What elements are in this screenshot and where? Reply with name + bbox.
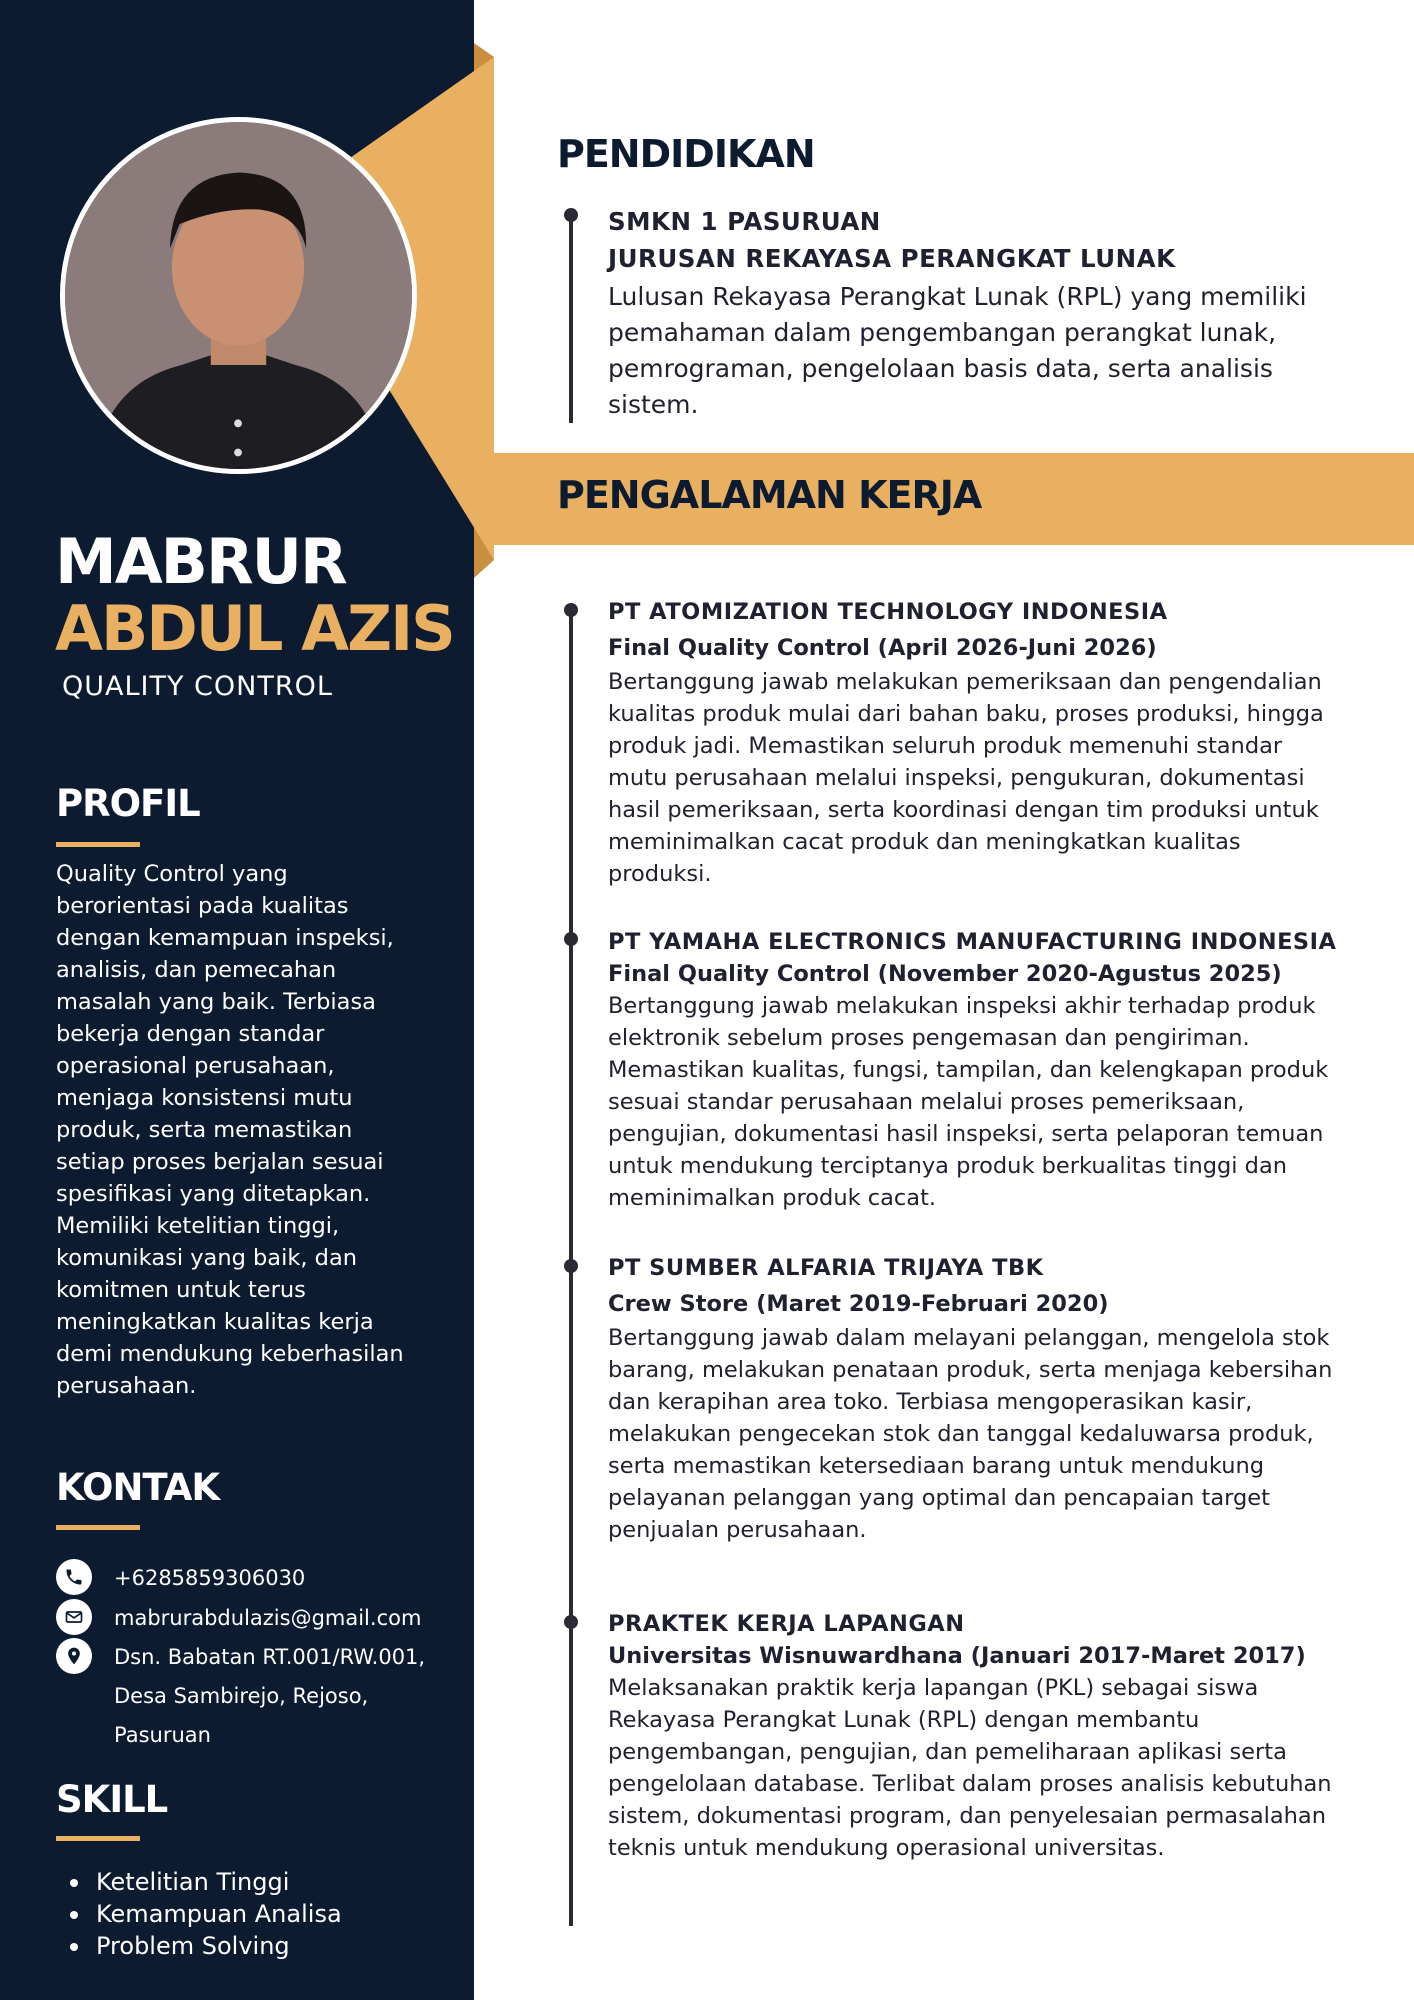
skill-list <box>56 1866 342 1962</box>
skill-item: Ketelitian Tinggi <box>56 1866 342 1898</box>
job-role: QUALITY CONTROL <box>62 671 333 702</box>
contact-phone-row <box>56 1559 444 1598</box>
experience-org: PRAKTEK KERJA LAPANGAN <box>608 1611 965 1637</box>
skill-item: Kemampuan Analisa <box>56 1898 342 1930</box>
contact-address: Dsn. Babatan RT.001/RW.001, Desa Sambirejo, Rejoso, Pasuruan <box>114 1645 426 1747</box>
experience-org: PT SUMBER ALFARIA TRIJAYA TBK <box>608 1255 1044 1281</box>
education-entry <box>608 203 1348 423</box>
contact-phone[interactable]: +6285859306030 <box>114 1566 306 1590</box>
phone-icon <box>56 1559 92 1595</box>
mail-icon <box>56 1599 92 1635</box>
experience-timeline-dot <box>564 932 578 946</box>
profile-heading: PROFIL <box>56 782 200 825</box>
experience-timeline-dot <box>564 603 578 617</box>
experience-position: Final Quality Control (November 2020-Agustus 2025) <box>608 961 1282 987</box>
education-timeline-line <box>569 215 573 423</box>
education-desc: Lulusan Rekayasa Perangkat Lunak (RPL) yang memiliki pemahaman dalam pengembangan perangkat lunak, pemrograman, pengelolaan basis data, serta analisis sistem. <box>608 282 1307 419</box>
experience-heading: PENGALAMAN KERJA <box>557 473 982 517</box>
experience-desc: Melaksanakan praktik kerja lapangan (PKL) sebagai siswa Rekayasa Perangkat Lunak (RPL) dengan membantu pengembangan, pengujian, dan pemeliharaan aplikasi serta pengelolaan database. Terlibat dalam proses analisis kebutuhan sistem, dokumentasi program, dan penyelesaian permasalahan teknis untuk mendukung operasional universitas. <box>608 1675 1332 1861</box>
location-icon <box>56 1638 92 1674</box>
profile-underline <box>56 842 140 847</box>
experience-position: Universitas Wisnuwardhana (Januari 2017-Maret 2017) <box>608 1643 1306 1669</box>
last-name: ABDUL AZIS <box>55 592 454 665</box>
experience-entry <box>608 926 1348 1214</box>
experience-timeline-dot <box>564 1615 578 1629</box>
education-major: JURUSAN REKAYASA PERANGKAT LUNAK <box>608 244 1176 273</box>
skill-heading: SKILL <box>56 1778 168 1821</box>
education-school: SMKN 1 PASURUAN <box>608 207 881 236</box>
skill-underline <box>56 1836 140 1841</box>
experience-desc: Bertanggung jawab dalam melayani pelanggan, mengelola stok barang, melakukan penataan produk, serta menjaga kebersihan dan kerapihan area toko. Terbiasa mengoperasikan kasir, melakukan pengecekan stok dan tanggal kedaluwarsa produk, serta memastikan ketersediaan barang untuk mendukung pelayanan pelanggan yang optimal dan pencapaian target penjualan perusahaan. <box>608 1325 1333 1543</box>
experience-entry <box>608 1252 1348 1546</box>
experience-org: PT ATOMIZATION TECHNOLOGY INDONESIA <box>608 599 1168 625</box>
skill-item: Problem Solving <box>56 1930 342 1962</box>
experience-position: Crew Store (Maret 2019-Februari 2020) <box>608 1291 1109 1317</box>
education-heading: PENDIDIKAN <box>557 132 815 176</box>
contact-underline <box>56 1525 140 1530</box>
contact-address-row <box>56 1638 454 1755</box>
experience-position: Final Quality Control (April 2026-Juni 2026) <box>608 635 1157 661</box>
experience-desc: Bertanggung jawab melakukan pemeriksaan dan pengendalian kualitas produk mulai dari bahan baku, proses produksi, hingga produk jadi. Memastikan seluruh produk memenuhi standar mutu perusahaan melalui inspeksi, pengukuran, dokumentasi hasil pemeriksaan, serta koordinasi dengan tim produksi untuk meminimalkan cacat produk dan meningkatkan kualitas produksi. <box>608 669 1324 887</box>
contact-email-row <box>56 1599 444 1638</box>
experience-entry <box>608 1608 1348 1864</box>
profile-text: Quality Control yang berorientasi pada kualitas dengan kemampuan inspeksi, analisis, dan pemecahan masalah yang baik. Terbiasa bekerja dengan standar operasional perusahaan, menjaga konsistensi mutu produk, serta memastikan setiap proses berjalan sesuai spesifikasi yang ditetapkan. Memiliki ketelitian tinggi, komunikasi yang baik, dan komitmen untuk terus meningkatkan kualitas kerja demi mendukung keberhasilan perusahaan. <box>56 861 404 1399</box>
experience-timeline-dot <box>564 1259 578 1273</box>
experience-desc: Bertanggung jawab melakukan inspeksi akhir terhadap produk elektronik sebelum proses pengemasan dan pengiriman. Memastikan kualitas, fungsi, tampilan, dan kelengkapan produk sesuai standar perusahaan melalui proses pemeriksaan, pengujian, dokumentasi hasil inspeksi, serta pelaporan temuan untuk mendukung terciptanya produk berkualitas tinggi dan meminimalkan produk cacat. <box>608 993 1329 1211</box>
contact-email[interactable]: mabrurabdulazis@gmail.com <box>114 1606 422 1630</box>
contact-heading: KONTAK <box>56 1466 220 1509</box>
experience-org: PT YAMAHA ELECTRONICS MANUFACTURING INDONESIA <box>608 929 1337 955</box>
experience-entry <box>608 596 1348 890</box>
profile-photo <box>60 117 417 474</box>
education-timeline-dot <box>564 208 578 222</box>
first-name: MABRUR <box>55 525 346 598</box>
